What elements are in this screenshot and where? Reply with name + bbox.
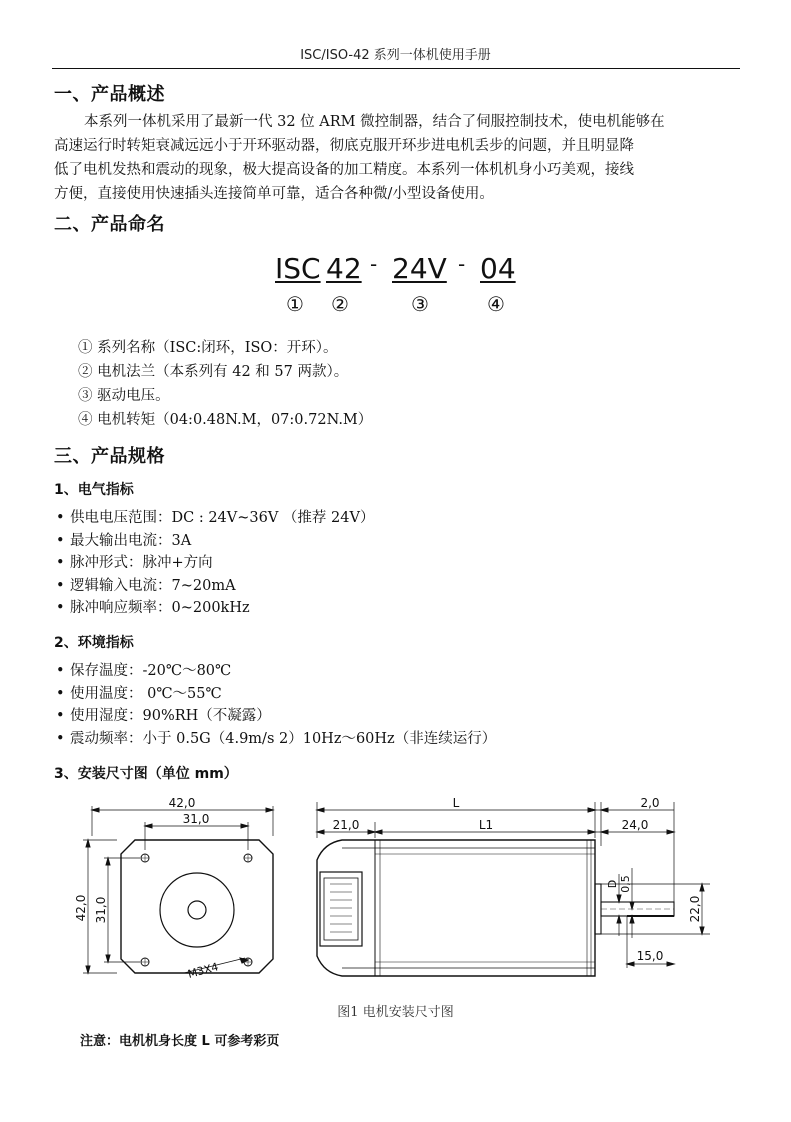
dim-front-width-outer: 42,0 — [168, 796, 196, 810]
bullet-icon: • — [56, 532, 65, 549]
note-text: 注意：电机机身长度 L 可参考彩页 — [80, 1034, 280, 1049]
model-code-separator-2: - — [458, 252, 466, 276]
overview-line-1-text: 本系列一体机采用了最新一代 32 位 ARM 微控制器，结合了伺服控制技术，使电机能够在 — [84, 114, 665, 130]
model-code-part-1: ISC — [275, 252, 321, 285]
bullet-icon: • — [56, 685, 65, 702]
overview-line-3: 低了电机发热和震动的现象，极大提高设备的加工精度。本系列一体机机身小巧美观，接线 — [54, 162, 634, 178]
bullet-icon: • — [56, 555, 65, 571]
bullet-icon: • — [56, 730, 65, 747]
dim-front-height-inner: 31,0 — [94, 896, 108, 924]
dim-side-l24: 24,0 — [621, 818, 649, 832]
overview-line-4: 方便，直接使用快速插头连接简单可靠，适合各种微/小型设备使用。 — [54, 186, 494, 202]
spec-item-text: 使用湿度：90%RH（不凝露） — [70, 708, 271, 724]
dim-side-l2: 2,0 — [640, 796, 660, 810]
model-code-part-3: 24V — [392, 252, 447, 285]
subheading-environment: 2、环境指标 — [54, 635, 134, 651]
mounting-dimension-drawing — [62, 788, 722, 983]
spec-item-text: 震动频率：小于 0.5G（4.9m/s 2）10Hz～60Hz（非连续运行） — [70, 730, 497, 747]
header-rule — [52, 68, 740, 69]
spec-item — [56, 575, 374, 598]
spec-item — [56, 660, 496, 683]
dim-screw-label: M3X4 — [186, 960, 220, 981]
bullet-icon: • — [56, 600, 65, 616]
dim-front-height-outer: 42,0 — [74, 894, 88, 922]
dim-side-l1: L1 — [478, 818, 494, 832]
dim-side-d: D — [606, 879, 619, 889]
dim-side-l21: 21,0 — [332, 818, 360, 832]
model-code-part-2: 42 — [326, 252, 362, 285]
section-heading-specs: 三、产品规格 — [54, 446, 165, 467]
overview-line-1 — [54, 110, 744, 134]
spec-item — [56, 507, 374, 530]
spec-item-text: 保存温度：-20℃～80℃ — [70, 663, 232, 679]
environment-spec-list — [56, 660, 496, 750]
model-code-separator-1: - — [370, 252, 378, 276]
naming-legend-item: ④ 电机转矩（04:0.48N.M，07:0.72N.M） — [78, 412, 373, 428]
section-heading-naming: 二、产品命名 — [54, 214, 165, 235]
model-code-number-1: ① — [286, 292, 304, 316]
model-code-diagram — [0, 252, 791, 322]
page-header: ISC/ISO-42 系列一体机使用手册 — [300, 48, 491, 63]
dim-front-width-inner: 31,0 — [182, 812, 210, 826]
spec-item — [56, 597, 374, 620]
spec-item — [56, 552, 374, 575]
spec-item — [56, 705, 496, 728]
naming-legend-item: ② 电机法兰（本系列有 42 和 57 两款）。 — [78, 364, 349, 380]
dim-side-d15: 15,0 — [636, 949, 664, 963]
model-code-number-2: ② — [331, 292, 349, 316]
section-heading-overview: 一、产品概述 — [54, 84, 165, 105]
overview-line-2: 高速运行时转矩衰减远远小于开环驱动器，彻底克服开环步进电机丢步的问题，并且明显降 — [54, 138, 634, 154]
subheading-mounting: 3、安装尺寸图（单位 mm） — [54, 766, 238, 782]
naming-legend-list — [78, 336, 372, 432]
naming-legend-item: ① 系列名称（ISC:闭环，ISO：开环）。 — [78, 340, 338, 356]
model-code-part-4: 04 — [480, 252, 516, 285]
figure-caption: 图1 电机安装尺寸图 — [337, 1005, 454, 1020]
spec-item-text: 脉冲响应频率：0~200kHz — [70, 600, 250, 616]
spec-item-text: 使用温度： 0℃～55℃ — [70, 685, 222, 702]
spec-item-text: 脉冲形式：脉冲+方向 — [70, 555, 213, 571]
bullet-icon: • — [56, 663, 65, 679]
front-view — [83, 806, 273, 973]
model-code-number-4: ④ — [487, 292, 505, 316]
spec-item — [56, 530, 374, 553]
spec-item — [56, 683, 496, 706]
spec-item — [56, 728, 496, 751]
naming-legend-item: ③ 驱动电压。 — [78, 388, 170, 404]
dim-side-d22: 22,0 — [688, 895, 702, 923]
spec-item-text: 供电电压范围：DC : 24V~36V （推荐 24V） — [70, 510, 375, 526]
bullet-icon: • — [56, 510, 65, 526]
spec-item-text: 逻辑输入电流：7~20mA — [70, 577, 236, 594]
dim-side-d05: 0,5 — [619, 875, 632, 893]
model-code-number-3: ③ — [411, 292, 429, 316]
dim-side-length: L — [452, 796, 460, 810]
bullet-icon: • — [56, 708, 65, 724]
spec-item-text: 最大输出电流：3A — [70, 532, 192, 549]
subheading-electrical: 1、电气指标 — [54, 482, 134, 498]
overview-paragraph — [54, 110, 744, 206]
bullet-icon: • — [56, 577, 65, 594]
electrical-spec-list — [56, 507, 374, 620]
